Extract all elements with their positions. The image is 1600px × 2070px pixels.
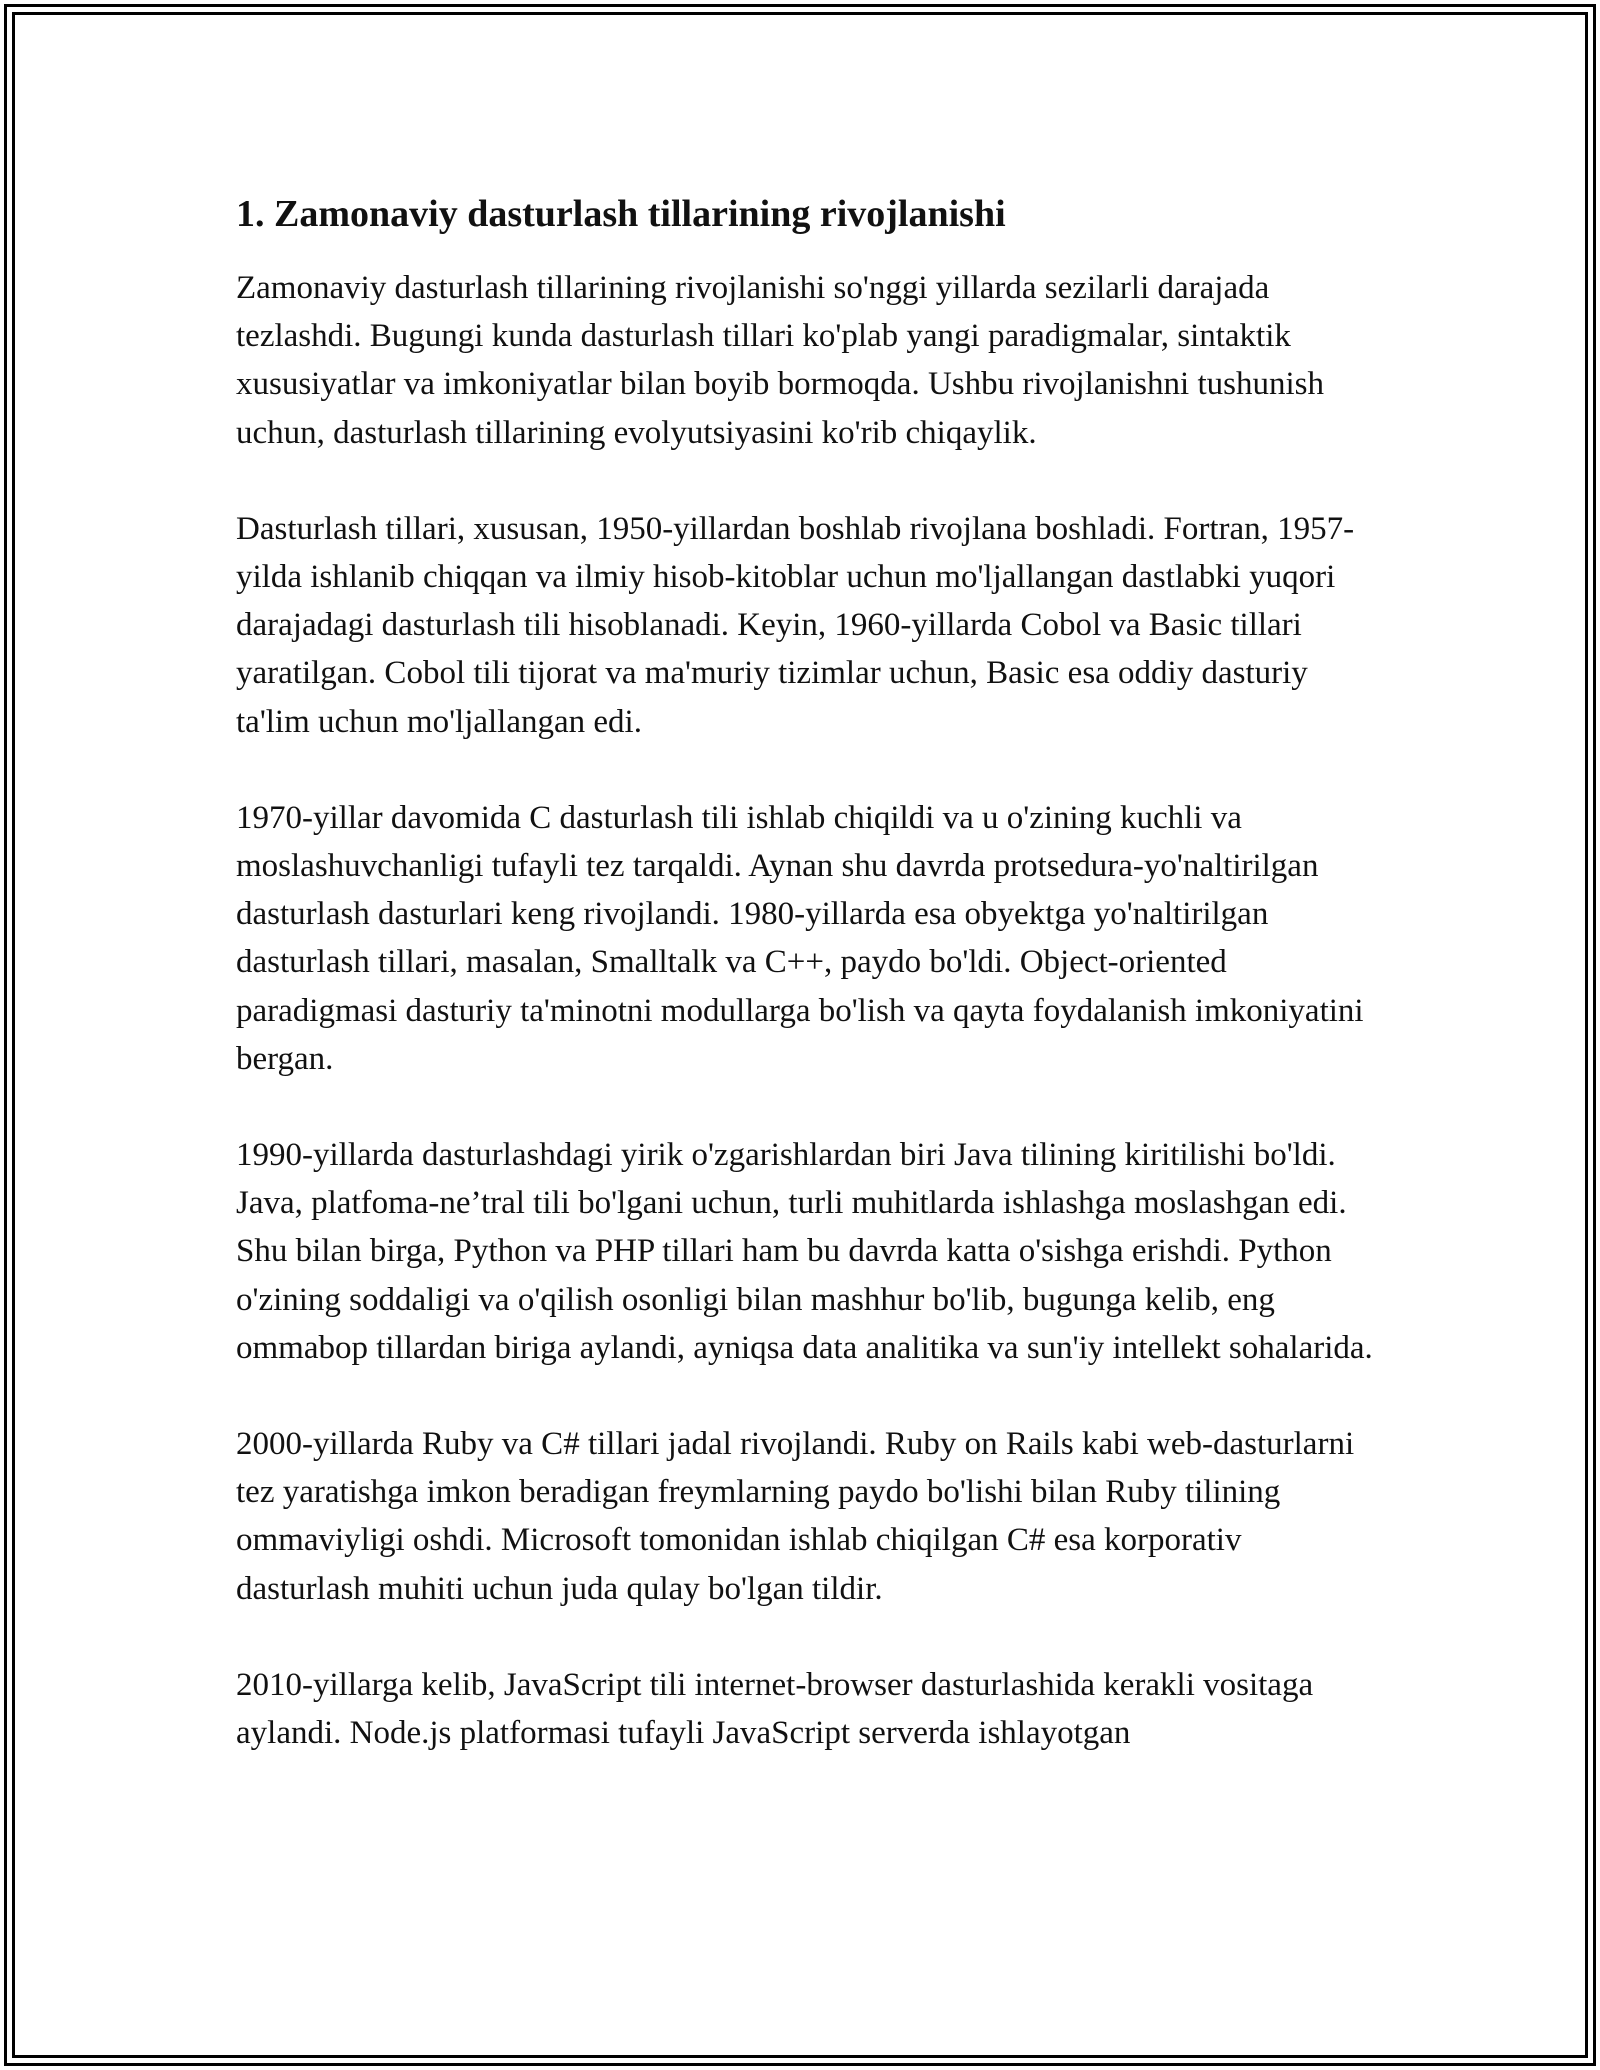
paragraph-2000s: 2000-yillarda Ruby va C# tillari jadal rivojlandi. Ruby on Rails kabi web-dasturlarni tez yaratishga imkon beradigan freymlarning paydo bo'lishi bilan Ruby tilining ommaviyligi oshdi. Microsoft tomonidan ishlab chiqilgan C# esa korporativ dasturlash muhiti uchun juda qulay bo'lgan tildir. (236, 1426, 1355, 1607)
document-page (236, 190, 1376, 1805)
section-title: 1. Zamonaviy dasturlash tillarining rivojlanishi (236, 193, 1006, 235)
paragraph-intro: Zamonaviy dasturlash tillarining rivojlanishi so'nggi yillarda sezilarli darajada tezlashdi. Bugungi kunda dasturlash tillari ko'plab yangi paradigmalar, sintaktik xususiyatlar va imkoniyatlar bilan boyib bormoqda. Ushbu rivojlanishni tushunish uchun, dasturlash tillarining evolyutsiyasini ko'rib chiqaylik. (236, 270, 1324, 451)
paragraph-1970s: 1970-yillar davomida C dasturlash tili ishlab chiqildi va u o'zining kuchli va moslashuvchanligi tufayli tez tarqaldi. Aynan shu davrda protsedura-yo'naltirilgan dasturlash dasturlari keng rivojlandi. 1980-yillarda esa obyektga yo'naltirilgan dasturlash tillari, masalan, Smalltalk va C++, paydo bo'ldi. Object-oriented paradigmasi dasturiy ta'minotni modullarga bo'lish va qayta foydalanish imkoniyatini bergan. (236, 799, 1364, 1077)
paragraph-1990s: 1990-yillarda dasturlashdagi yirik o'zgarishlardan biri Java tilining kiritilishi bo'ldi. Java, platfoma-ne’tral tili bo'lgani uchun, turli muhitlarda ishlashga moslashgan edi. Shu bilan birga, Python va PHP tillari ham bu davrda katta o'sishga erishdi. Python o'zining soddaligi va o'qilish osonligi bilan mashhur bo'lib, bugunga kelib, eng ommabop tillardan biriga aylandi, ayniqsa data analitika va sun'iy intellekt sohalarida. (236, 1137, 1373, 1366)
paragraph-2010s: 2010-yillarga kelib, JavaScript tili internet-browser dasturlashida kerakli vositaga aylandi. Node.js platformasi tufayli JavaScript serverda ishlayotgan (236, 1666, 1314, 1752)
paragraph-1950s: Dasturlash tillari, xususan, 1950-yillardan boshlab rivojlana boshladi. Fortran, 1957-yilda ishlanib chiqqan va ilmiy hisob-kitoblar uchun mo'ljallangan dastlabki yuqori darajadagi dasturlash tili hisoblanadi. Keyin, 1960-yillarda Cobol va Basic tillari yaratilgan. Cobol tili tijorat va ma'muriy tizimlar uchun, Basic esa oddiy dasturiy ta'lim uchun mo'ljallangan edi. (236, 510, 1355, 740)
